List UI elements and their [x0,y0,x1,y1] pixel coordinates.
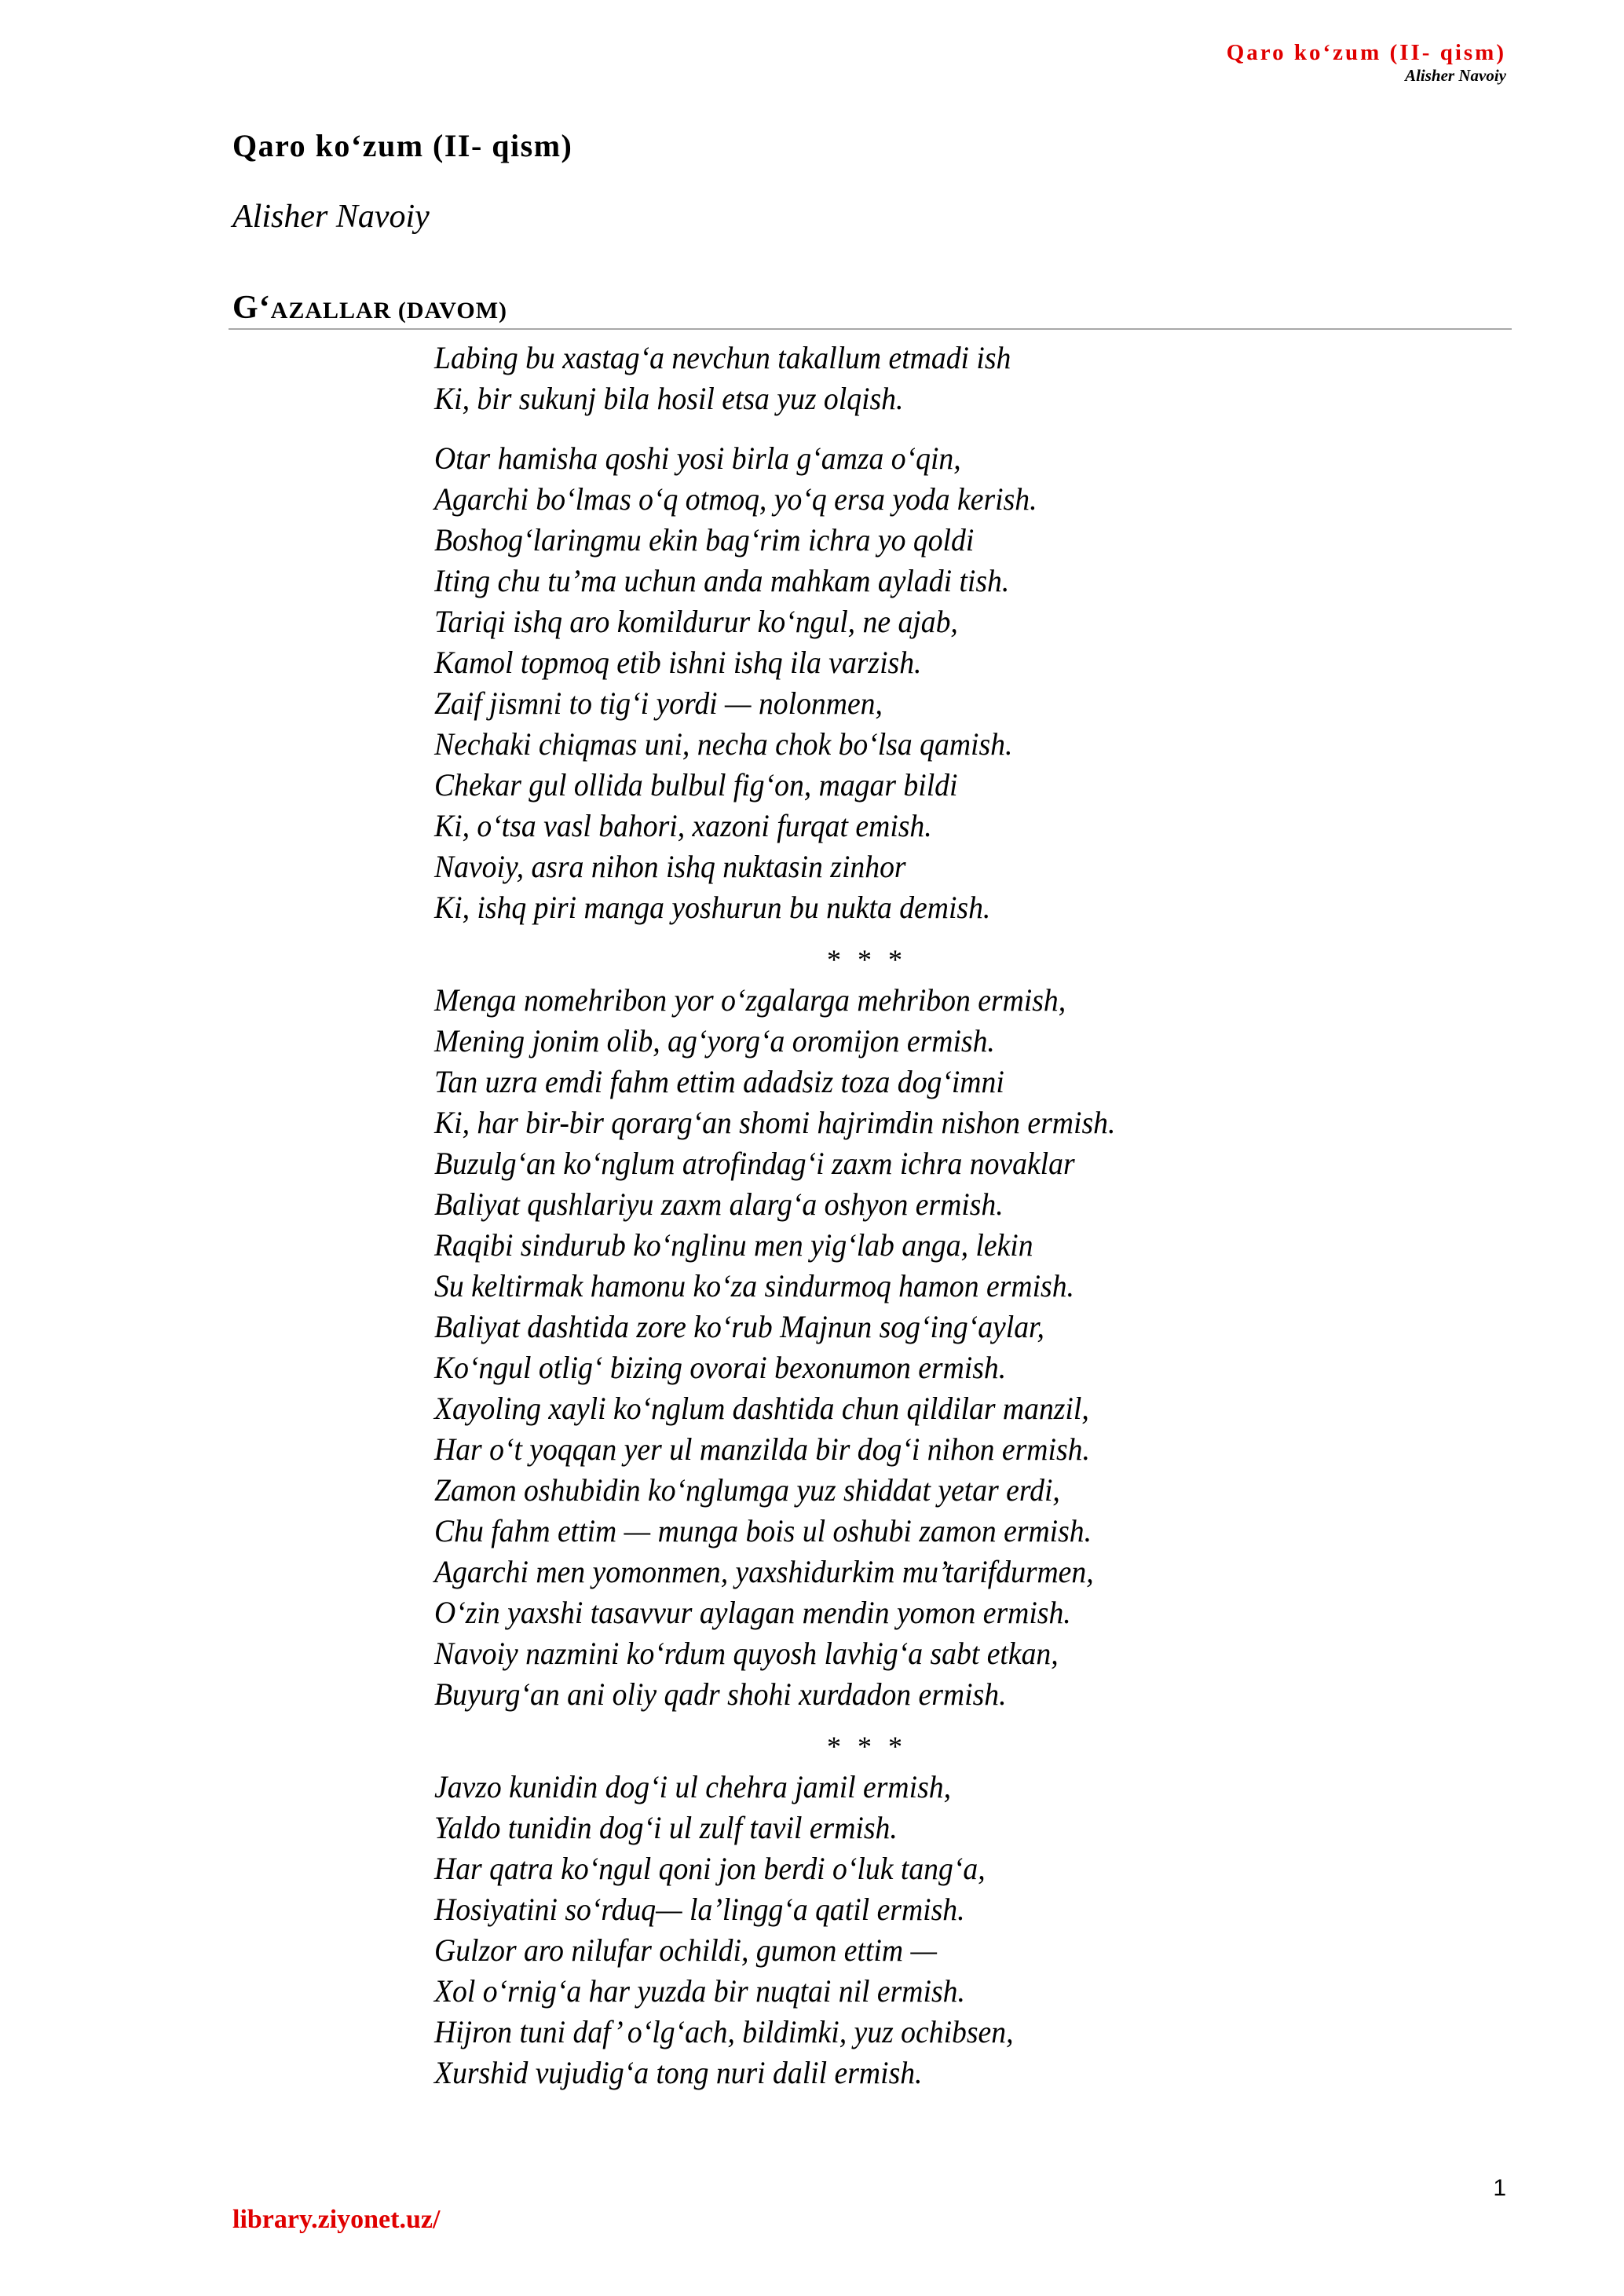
poem-line: Xol o‘rnig‘a har yuzda bir nuqtai nil ermish. [434,1973,965,2009]
poem-line: Har qatra ko‘ngul qoni jon berdi o‘luk tang‘a, [434,1851,986,1886]
poem-line: Mening jonim olib, ag‘yorg‘a oromijon ermish. [434,1023,995,1058]
poem-line: Ko‘ngul otlig‘ bizing ovorai bexonumon ermish. [434,1350,1007,1385]
document-author: Alisher Navoiy [232,199,430,235]
poem-line: Tariqi ishq aro komildurur ko‘ngul, ne ajab, [434,604,958,639]
poem-line: Buzulg‘an ko‘nglum atrofindag‘i zaxm ichra novaklar [434,1146,1075,1181]
poem-line: Hosiyatini so‘rduq— la’lingg‘a qatil ermish. [434,1892,965,1927]
section-heading-rest: AZALLAR (DAVOM) [270,298,508,324]
poem-stanza [434,980,1534,1715]
poem-line: Yaldo tunidin dog‘i ul zulf tavil ermish. [434,1810,898,1845]
poem-line: Labing bu xastag‘a nevchun takallum etmadi ish [434,340,1011,375]
poem-line: Otar hamisha qoshi yosi birla g‘amza o‘qin, [434,441,961,476]
poem-line: Zaif jismni to tig‘i yordi — nolonmen, [434,686,883,721]
poem-line: Menga nomehribon yor o‘zgalarga mehribon ermish, [434,982,1066,1018]
poem-line: Kamol topmoq etib ishni ishq ila varzish. [434,645,922,680]
document-title: Qaro ko‘zum (II- qism) [232,128,573,163]
poem-line: Tan uzra emdi fahm ettim adadsiz toza dog‘imni [434,1064,1004,1099]
poem-line: Ki, bir sukunj bila hosil etsa yuz olqish. [434,381,904,416]
poem-line: O‘zin yaxshi tasavvur aylagan mendin yomon ermish. [434,1595,1071,1630]
running-header [1227,39,1506,85]
source-link[interactable]: library.ziyonet.uz/ [232,2205,441,2234]
poem-line: Baliyat qushlariyu zaxm alarg‘a oshyon ermish. [434,1186,1004,1222]
section-heading [232,289,507,327]
poem-line: Ki, har bir-bir qorarg‘an shomi hajrimdin nishon ermish. [434,1105,1116,1140]
poem-line: Chu fahm ettim — munga bois ul oshubi zamon ermish. [434,1513,1092,1548]
poem-line: Su keltirmak hamonu ko‘za sindurmoq hamon ermish. [434,1268,1074,1303]
poem-line: Baliyat dashtida zore ko‘rub Majnun sog‘ing‘aylar, [434,1309,1044,1344]
poem-line: Raqibi sindurub ko‘nglinu men yig‘lab anga, lekin [434,1227,1033,1263]
poem-line: Zamon oshubidin ko‘nglumga yuz shiddat yetar erdi, [434,1472,1060,1508]
poem-line: Agarchi bo‘lmas o‘q otmoq, yo‘q ersa yoda kerish. [434,481,1037,517]
poem-line: Chekar gul ollida bulbul fig‘on, magar bildi [434,767,958,803]
poem-body [434,338,1534,2093]
poem-line: Nechaki chiqmas uni, necha chok bo‘lsa qamish. [434,726,1013,762]
section-divider [229,328,1512,330]
poem-line: Iting chu tu’ma uchun anda mahkam ayladi tish. [434,563,1010,598]
poem-line: Navoiy, asra nihon ishq nuktasin zinhor [434,849,906,884]
poem-line: Har o‘t yoqqan yer ul manzilda bir dog‘i nihon ermish. [434,1431,1090,1467]
poem-stanza [434,438,1534,928]
poem-line: Hijron tuni daf’ o‘lg‘ach, bildimki, yuz ochibsen, [434,2014,1014,2049]
stanza-separator: * * * [827,944,907,975]
poem-line: Buyurg‘an ani oliy qadr shohi xurdadon ermish. [434,1676,1007,1712]
poem-stanza [434,338,1534,419]
poem-line: Navoiy nazmini ko‘rdum quyosh lavhig‘a sabt etkan, [434,1636,1059,1671]
page-number: 1 [1493,2175,1506,2201]
poem-line: Gulzor aro nilufar ochildi, gumon ettim — [434,1932,937,1968]
section-heading-initial: G‘ [232,290,271,326]
poem-line: Ki, ishq piri manga yoshurun bu nukta demish. [434,890,991,925]
poem-line: Xurshid vujudig‘a tong nuri dalil ermish. [434,2055,923,2090]
poem-stanza [434,1767,1534,2093]
running-header-author: Alisher Navoiy [1405,66,1506,85]
poem-line: Ki, o‘tsa vasl bahori, xazoni furqat emish. [434,808,932,843]
poem-line: Boshog‘laringmu ekin bag‘rim ichra yo qoldi [434,522,975,558]
poem-line: Xayoling xayli ko‘nglum dashtida chun qildilar manzil, [434,1391,1089,1426]
poem-line: Agarchi men yomonmen, yaxshidurkim mu’tarifdurmen, [434,1554,1094,1589]
stanza-separator: * * * [827,1731,907,1762]
poem-line: Javzo kunidin dog‘i ul chehra jamil ermish, [434,1769,952,1804]
running-header-title: Qaro ko‘zum (II- qism) [1226,40,1506,65]
